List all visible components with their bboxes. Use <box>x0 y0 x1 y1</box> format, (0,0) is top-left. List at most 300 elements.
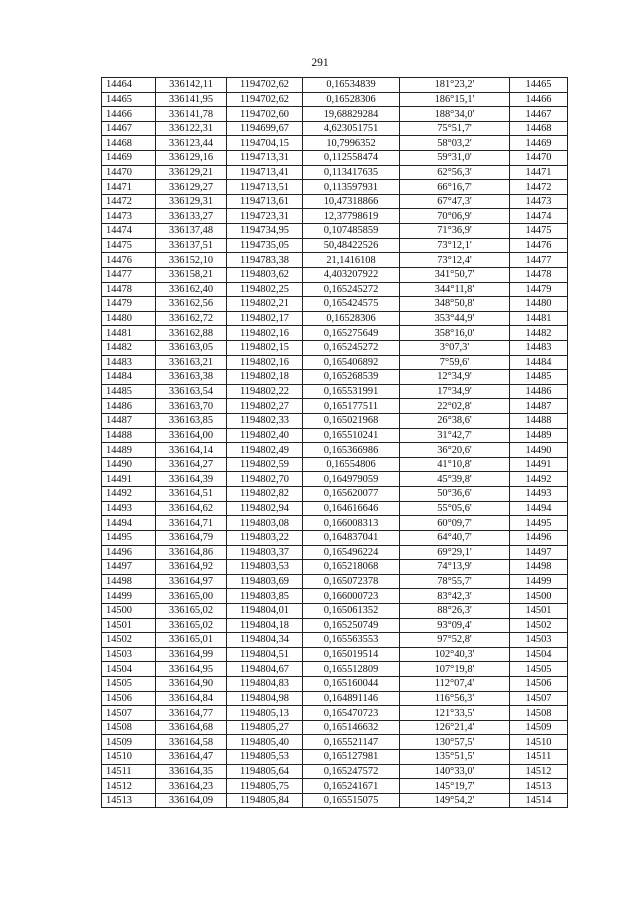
distance-cell: 19,68829284 <box>303 107 400 122</box>
next-point-cell: 14503 <box>510 633 568 648</box>
y-coordinate-cell: 1194803,62 <box>227 267 303 282</box>
bearing-cell: 83°42,3' <box>400 589 510 604</box>
table-row <box>102 399 568 414</box>
point-number-cell: 14482 <box>102 340 156 355</box>
bearing-cell: 186°15,1' <box>400 92 510 107</box>
y-coordinate-cell: 1194702,62 <box>227 78 303 93</box>
distance-cell: 21,1416108 <box>303 253 400 268</box>
table-row <box>102 121 568 136</box>
distance-cell: 0,165275649 <box>303 326 400 341</box>
bearing-cell: 140°33,0' <box>400 764 510 779</box>
point-number-cell: 14505 <box>102 676 156 691</box>
point-number-cell: 14484 <box>102 370 156 385</box>
bearing-cell: 73°12,4' <box>400 253 510 268</box>
y-coordinate-cell: 1194704,15 <box>227 136 303 151</box>
bearing-cell: 67°47,3' <box>400 194 510 209</box>
next-point-cell: 14505 <box>510 662 568 677</box>
table-row <box>102 487 568 502</box>
y-coordinate-cell: 1194802,94 <box>227 501 303 516</box>
distance-cell: 0,165177511 <box>303 399 400 414</box>
y-coordinate-cell: 1194804,01 <box>227 603 303 618</box>
point-number-cell: 14496 <box>102 545 156 560</box>
y-coordinate-cell: 1194804,34 <box>227 633 303 648</box>
bearing-cell: 3°07,3' <box>400 340 510 355</box>
next-point-cell: 14470 <box>510 151 568 166</box>
next-point-cell: 14512 <box>510 764 568 779</box>
distance-cell: 0,165218068 <box>303 560 400 575</box>
x-coordinate-cell: 336164,99 <box>156 647 227 662</box>
y-coordinate-cell: 1194803,37 <box>227 545 303 560</box>
distance-cell: 0,165072378 <box>303 574 400 589</box>
table-row <box>102 560 568 575</box>
distance-cell: 0,165247572 <box>303 764 400 779</box>
point-number-cell: 14471 <box>102 180 156 195</box>
point-number-cell: 14502 <box>102 633 156 648</box>
y-coordinate-cell: 1194802,17 <box>227 311 303 326</box>
x-coordinate-cell: 336162,40 <box>156 282 227 297</box>
x-coordinate-cell: 336165,00 <box>156 589 227 604</box>
distance-cell: 50,48422526 <box>303 238 400 253</box>
point-number-cell: 14466 <box>102 107 156 122</box>
x-coordinate-cell: 336165,02 <box>156 603 227 618</box>
point-number-cell: 14504 <box>102 662 156 677</box>
bearing-cell: 17°34,9' <box>400 384 510 399</box>
x-coordinate-cell: 336141,95 <box>156 92 227 107</box>
point-number-cell: 14483 <box>102 355 156 370</box>
next-point-cell: 14483 <box>510 340 568 355</box>
x-coordinate-cell: 336164,97 <box>156 574 227 589</box>
bearing-cell: 41°10,8' <box>400 457 510 472</box>
next-point-cell: 14468 <box>510 121 568 136</box>
bearing-cell: 358°16,0' <box>400 326 510 341</box>
table-row <box>102 92 568 107</box>
next-point-cell: 14493 <box>510 487 568 502</box>
point-number-cell: 14506 <box>102 691 156 706</box>
next-point-cell: 14485 <box>510 370 568 385</box>
x-coordinate-cell: 336164,51 <box>156 487 227 502</box>
next-point-cell: 14465 <box>510 78 568 93</box>
distance-cell: 0,165366986 <box>303 443 400 458</box>
distance-cell: 0,16528306 <box>303 92 400 107</box>
table-row <box>102 428 568 443</box>
next-point-cell: 14471 <box>510 165 568 180</box>
table-row <box>102 516 568 531</box>
bearing-cell: 121°33,5' <box>400 706 510 721</box>
table-row <box>102 501 568 516</box>
bearing-cell: 102°40,3' <box>400 647 510 662</box>
y-coordinate-cell: 1194803,85 <box>227 589 303 604</box>
distance-cell: 12,37798619 <box>303 209 400 224</box>
y-coordinate-cell: 1194723,31 <box>227 209 303 224</box>
next-point-cell: 14469 <box>510 136 568 151</box>
point-number-cell: 14467 <box>102 121 156 136</box>
y-coordinate-cell: 1194804,67 <box>227 662 303 677</box>
distance-cell: 0,166008313 <box>303 516 400 531</box>
point-number-cell: 14495 <box>102 530 156 545</box>
bearing-cell: 22°02,8' <box>400 399 510 414</box>
y-coordinate-cell: 1194713,31 <box>227 151 303 166</box>
x-coordinate-cell: 336164,71 <box>156 516 227 531</box>
x-coordinate-cell: 336163,85 <box>156 414 227 429</box>
next-point-cell: 14474 <box>510 209 568 224</box>
next-point-cell: 14466 <box>510 92 568 107</box>
y-coordinate-cell: 1194802,18 <box>227 370 303 385</box>
y-coordinate-cell: 1194802,59 <box>227 457 303 472</box>
x-coordinate-cell: 336164,09 <box>156 793 227 808</box>
y-coordinate-cell: 1194802,15 <box>227 340 303 355</box>
point-number-cell: 14487 <box>102 414 156 429</box>
point-number-cell: 14477 <box>102 267 156 282</box>
distance-cell: 4,403207922 <box>303 267 400 282</box>
point-number-cell: 14468 <box>102 136 156 151</box>
point-number-cell: 14470 <box>102 165 156 180</box>
next-point-cell: 14488 <box>510 414 568 429</box>
table-row <box>102 107 568 122</box>
table-row <box>102 647 568 662</box>
y-coordinate-cell: 1194804,98 <box>227 691 303 706</box>
y-coordinate-cell: 1194802,82 <box>227 487 303 502</box>
table-row <box>102 457 568 472</box>
bearing-cell: 78°55,7' <box>400 574 510 589</box>
x-coordinate-cell: 336165,01 <box>156 633 227 648</box>
table-row <box>102 764 568 779</box>
y-coordinate-cell: 1194802,16 <box>227 326 303 341</box>
distance-cell: 0,165245272 <box>303 340 400 355</box>
next-point-cell: 14508 <box>510 706 568 721</box>
x-coordinate-cell: 336164,27 <box>156 457 227 472</box>
table-row <box>102 676 568 691</box>
distance-cell: 0,165406892 <box>303 355 400 370</box>
distance-cell: 0,165496224 <box>303 545 400 560</box>
distance-cell: 0,16554806 <box>303 457 400 472</box>
bearing-cell: 64°40,7' <box>400 530 510 545</box>
bearing-cell: 344°11,8' <box>400 282 510 297</box>
bearing-cell: 74°13,9' <box>400 560 510 575</box>
distance-cell: 0,165424575 <box>303 297 400 312</box>
point-number-cell: 14488 <box>102 428 156 443</box>
next-point-cell: 14502 <box>510 618 568 633</box>
y-coordinate-cell: 1194802,22 <box>227 384 303 399</box>
bearing-cell: 31°42,7' <box>400 428 510 443</box>
point-number-cell: 14499 <box>102 589 156 604</box>
bearing-cell: 45°39,8' <box>400 472 510 487</box>
y-coordinate-cell: 1194803,08 <box>227 516 303 531</box>
distance-cell: 0,164837041 <box>303 530 400 545</box>
table-row <box>102 355 568 370</box>
y-coordinate-cell: 1194805,13 <box>227 706 303 721</box>
distance-cell: 0,165250749 <box>303 618 400 633</box>
coordinate-table <box>101 77 568 808</box>
bearing-cell: 145°19,7' <box>400 779 510 794</box>
distance-cell: 0,166000723 <box>303 589 400 604</box>
bearing-cell: 130°57,5' <box>400 735 510 750</box>
x-coordinate-cell: 336163,21 <box>156 355 227 370</box>
next-point-cell: 14478 <box>510 267 568 282</box>
next-point-cell: 14504 <box>510 647 568 662</box>
bearing-cell: 126°21,4' <box>400 720 510 735</box>
x-coordinate-cell: 336163,38 <box>156 370 227 385</box>
point-number-cell: 14513 <box>102 793 156 808</box>
next-point-cell: 14498 <box>510 560 568 575</box>
bearing-cell: 341°50,7' <box>400 267 510 282</box>
point-number-cell: 14511 <box>102 764 156 779</box>
x-coordinate-cell: 336163,54 <box>156 384 227 399</box>
bearing-cell: 36°20,6' <box>400 443 510 458</box>
next-point-cell: 14482 <box>510 326 568 341</box>
bearing-cell: 348°50,8' <box>400 297 510 312</box>
table-row <box>102 282 568 297</box>
distance-cell: 0,112558474 <box>303 151 400 166</box>
distance-cell: 0,165563553 <box>303 633 400 648</box>
point-number-cell: 14512 <box>102 779 156 794</box>
next-point-cell: 14500 <box>510 589 568 604</box>
distance-cell: 0,165021968 <box>303 414 400 429</box>
x-coordinate-cell: 336164,77 <box>156 706 227 721</box>
distance-cell: 0,165512809 <box>303 662 400 677</box>
table-row <box>102 384 568 399</box>
table-row <box>102 267 568 282</box>
point-number-cell: 14475 <box>102 238 156 253</box>
bearing-cell: 50°36,6' <box>400 487 510 502</box>
table-row <box>102 370 568 385</box>
point-number-cell: 14469 <box>102 151 156 166</box>
point-number-cell: 14492 <box>102 487 156 502</box>
x-coordinate-cell: 336164,68 <box>156 720 227 735</box>
point-number-cell: 14464 <box>102 78 156 93</box>
distance-cell: 0,16528306 <box>303 311 400 326</box>
bearing-cell: 181°23,2' <box>400 78 510 93</box>
next-point-cell: 14497 <box>510 545 568 560</box>
bearing-cell: 353°44,9' <box>400 311 510 326</box>
distance-cell: 0,165268539 <box>303 370 400 385</box>
table-row <box>102 224 568 239</box>
y-coordinate-cell: 1194804,18 <box>227 618 303 633</box>
bearing-cell: 116°56,3' <box>400 691 510 706</box>
point-number-cell: 14473 <box>102 209 156 224</box>
y-coordinate-cell: 1194734,95 <box>227 224 303 239</box>
next-point-cell: 14496 <box>510 530 568 545</box>
next-point-cell: 14495 <box>510 516 568 531</box>
y-coordinate-cell: 1194699,67 <box>227 121 303 136</box>
bearing-cell: 73°12,1' <box>400 238 510 253</box>
distance-cell: 10,7996352 <box>303 136 400 151</box>
y-coordinate-cell: 1194802,27 <box>227 399 303 414</box>
point-number-cell: 14481 <box>102 326 156 341</box>
bearing-cell: 60°09,7' <box>400 516 510 531</box>
x-coordinate-cell: 336164,35 <box>156 764 227 779</box>
point-number-cell: 14489 <box>102 443 156 458</box>
distance-cell: 0,165019514 <box>303 647 400 662</box>
x-coordinate-cell: 336164,14 <box>156 443 227 458</box>
distance-cell: 0,164891146 <box>303 691 400 706</box>
y-coordinate-cell: 1194805,64 <box>227 764 303 779</box>
next-point-cell: 14489 <box>510 428 568 443</box>
bearing-cell: 149°54,2' <box>400 793 510 808</box>
y-coordinate-cell: 1194805,27 <box>227 720 303 735</box>
y-coordinate-cell: 1194805,40 <box>227 735 303 750</box>
x-coordinate-cell: 336129,21 <box>156 165 227 180</box>
y-coordinate-cell: 1194735,05 <box>227 238 303 253</box>
x-coordinate-cell: 336162,56 <box>156 297 227 312</box>
table-row <box>102 589 568 604</box>
table-row <box>102 691 568 706</box>
y-coordinate-cell: 1194713,61 <box>227 194 303 209</box>
y-coordinate-cell: 1194805,84 <box>227 793 303 808</box>
x-coordinate-cell: 336141,78 <box>156 107 227 122</box>
next-point-cell: 14481 <box>510 311 568 326</box>
table-row <box>102 472 568 487</box>
bearing-cell: 97°52,8' <box>400 633 510 648</box>
next-point-cell: 14510 <box>510 735 568 750</box>
x-coordinate-cell: 336129,16 <box>156 151 227 166</box>
table-row <box>102 662 568 677</box>
bearing-cell: 55°05,6' <box>400 501 510 516</box>
distance-cell: 0,165146632 <box>303 720 400 735</box>
y-coordinate-cell: 1194783,38 <box>227 253 303 268</box>
x-coordinate-cell: 336164,90 <box>156 676 227 691</box>
table-row <box>102 735 568 750</box>
point-number-cell: 14501 <box>102 618 156 633</box>
point-number-cell: 14480 <box>102 311 156 326</box>
distance-cell: 0,164979059 <box>303 472 400 487</box>
x-coordinate-cell: 336164,79 <box>156 530 227 545</box>
distance-cell: 0,165510241 <box>303 428 400 443</box>
x-coordinate-cell: 336129,27 <box>156 180 227 195</box>
x-coordinate-cell: 336133,27 <box>156 209 227 224</box>
table-row <box>102 633 568 648</box>
next-point-cell: 14479 <box>510 282 568 297</box>
next-point-cell: 14475 <box>510 224 568 239</box>
bearing-cell: 112°07,4' <box>400 676 510 691</box>
distance-cell: 0,107485859 <box>303 224 400 239</box>
x-coordinate-cell: 336164,47 <box>156 750 227 765</box>
x-coordinate-cell: 336152,10 <box>156 253 227 268</box>
distance-cell: 0,165160044 <box>303 676 400 691</box>
point-number-cell: 14509 <box>102 735 156 750</box>
y-coordinate-cell: 1194702,60 <box>227 107 303 122</box>
x-coordinate-cell: 336164,58 <box>156 735 227 750</box>
bearing-cell: 135°51,5' <box>400 750 510 765</box>
y-coordinate-cell: 1194805,75 <box>227 779 303 794</box>
bearing-cell: 12°34,9' <box>400 370 510 385</box>
x-coordinate-cell: 336164,84 <box>156 691 227 706</box>
y-coordinate-cell: 1194702,62 <box>227 92 303 107</box>
next-point-cell: 14514 <box>510 793 568 808</box>
table-row <box>102 180 568 195</box>
distance-cell: 0,165515075 <box>303 793 400 808</box>
y-coordinate-cell: 1194802,16 <box>227 355 303 370</box>
table-row <box>102 414 568 429</box>
bearing-cell: 26°38,6' <box>400 414 510 429</box>
table-row <box>102 165 568 180</box>
bearing-cell: 62°56,3' <box>400 165 510 180</box>
x-coordinate-cell: 336164,92 <box>156 560 227 575</box>
distance-cell: 0,165470723 <box>303 706 400 721</box>
x-coordinate-cell: 336164,62 <box>156 501 227 516</box>
table-row <box>102 209 568 224</box>
next-point-cell: 14511 <box>510 750 568 765</box>
x-coordinate-cell: 336165,02 <box>156 618 227 633</box>
point-number-cell: 14485 <box>102 384 156 399</box>
table-row <box>102 78 568 93</box>
next-point-cell: 14467 <box>510 107 568 122</box>
distance-cell: 0,165061352 <box>303 603 400 618</box>
table-row <box>102 194 568 209</box>
table-row <box>102 720 568 735</box>
next-point-cell: 14486 <box>510 384 568 399</box>
x-coordinate-cell: 336158,21 <box>156 267 227 282</box>
bearing-cell: 93°09,4' <box>400 618 510 633</box>
table-row <box>102 340 568 355</box>
x-coordinate-cell: 336162,88 <box>156 326 227 341</box>
next-point-cell: 14507 <box>510 691 568 706</box>
x-coordinate-cell: 336122,31 <box>156 121 227 136</box>
table-row <box>102 530 568 545</box>
y-coordinate-cell: 1194802,70 <box>227 472 303 487</box>
next-point-cell: 14501 <box>510 603 568 618</box>
table-row <box>102 297 568 312</box>
distance-cell: 0,165531991 <box>303 384 400 399</box>
point-number-cell: 14474 <box>102 224 156 239</box>
y-coordinate-cell: 1194713,41 <box>227 165 303 180</box>
distance-cell: 4,623051751 <box>303 121 400 136</box>
distance-cell: 0,165245272 <box>303 282 400 297</box>
bearing-cell: 107°19,8' <box>400 662 510 677</box>
next-point-cell: 14499 <box>510 574 568 589</box>
point-number-cell: 14476 <box>102 253 156 268</box>
x-coordinate-cell: 336137,48 <box>156 224 227 239</box>
table-row <box>102 238 568 253</box>
distance-cell: 0,164616646 <box>303 501 400 516</box>
y-coordinate-cell: 1194803,22 <box>227 530 303 545</box>
next-point-cell: 14492 <box>510 472 568 487</box>
table-row <box>102 443 568 458</box>
point-number-cell: 14500 <box>102 603 156 618</box>
y-coordinate-cell: 1194802,40 <box>227 428 303 443</box>
point-number-cell: 14507 <box>102 706 156 721</box>
x-coordinate-cell: 336164,39 <box>156 472 227 487</box>
x-coordinate-cell: 336162,72 <box>156 311 227 326</box>
next-point-cell: 14472 <box>510 180 568 195</box>
point-number-cell: 14486 <box>102 399 156 414</box>
point-number-cell: 14465 <box>102 92 156 107</box>
point-number-cell: 14479 <box>102 297 156 312</box>
point-number-cell: 14497 <box>102 560 156 575</box>
y-coordinate-cell: 1194802,49 <box>227 443 303 458</box>
point-number-cell: 14510 <box>102 750 156 765</box>
table-row <box>102 545 568 560</box>
table-row <box>102 574 568 589</box>
point-number-cell: 14490 <box>102 457 156 472</box>
distance-cell: 0,165127981 <box>303 750 400 765</box>
next-point-cell: 14487 <box>510 399 568 414</box>
table-row <box>102 151 568 166</box>
x-coordinate-cell: 336164,95 <box>156 662 227 677</box>
next-point-cell: 14506 <box>510 676 568 691</box>
y-coordinate-cell: 1194804,51 <box>227 647 303 662</box>
table-row <box>102 618 568 633</box>
next-point-cell: 14477 <box>510 253 568 268</box>
point-number-cell: 14478 <box>102 282 156 297</box>
bearing-cell: 88°26,3' <box>400 603 510 618</box>
y-coordinate-cell: 1194802,33 <box>227 414 303 429</box>
bearing-cell: 188°34,0' <box>400 107 510 122</box>
y-coordinate-cell: 1194804,83 <box>227 676 303 691</box>
next-point-cell: 14491 <box>510 457 568 472</box>
y-coordinate-cell: 1194802,25 <box>227 282 303 297</box>
next-point-cell: 14509 <box>510 720 568 735</box>
table-row <box>102 253 568 268</box>
